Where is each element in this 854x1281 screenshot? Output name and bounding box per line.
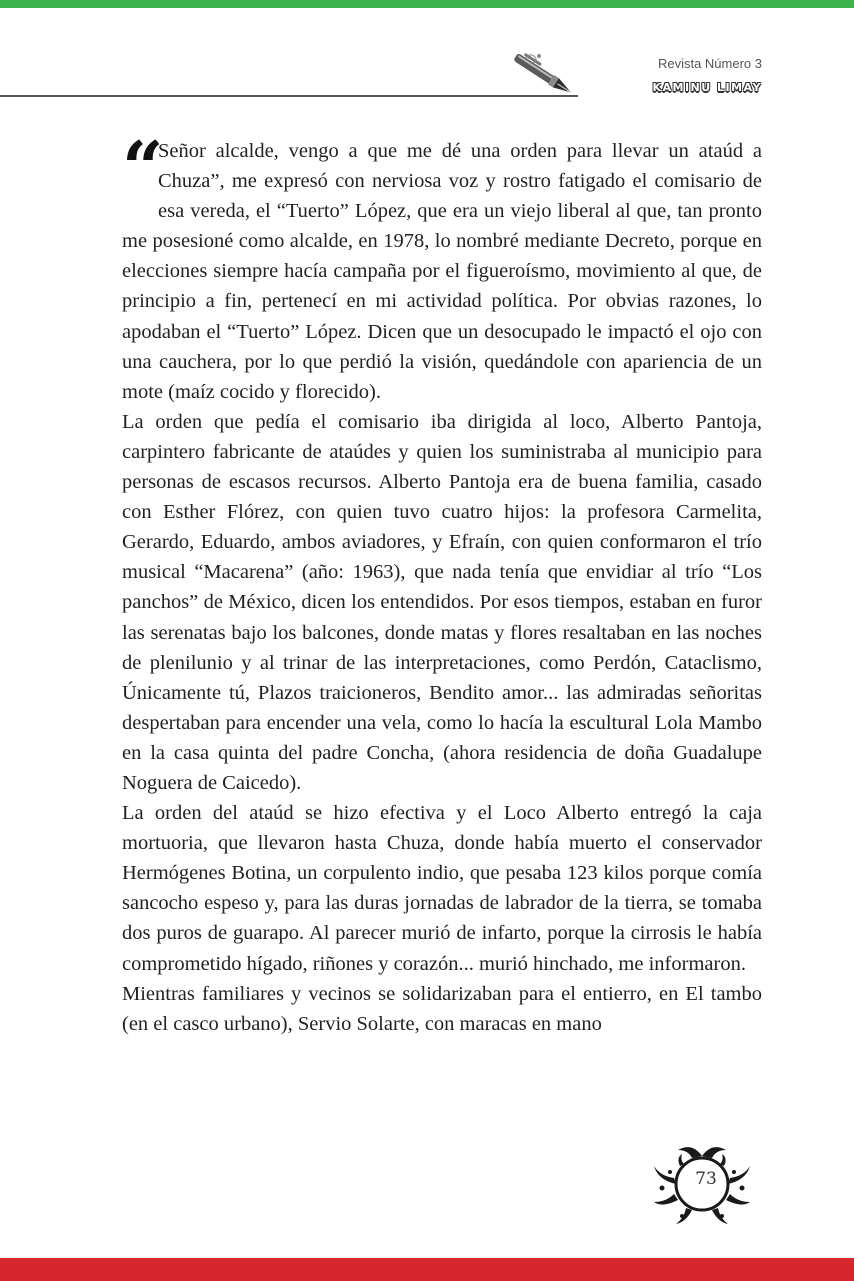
article-paragraph [122,125,762,407]
article-paragraph: La orden que pedía el comisario iba dirigida al loco, Alberto Pantoja, carpintero fabricante de ataúdes y quien los suministraba al municipio para personas de escasos recursos. Alberto Pantoja era de buena familia, casado con Esther Flórez, con quien tuvo cuatro hijos: la profesora Carmelita, Gerardo, Eduardo, ambos aviadores, y Efraín, con quien conformaron el trío musical “Macarena” (año: 1963), que nada tenía que envidiar al trío “Los panchos” de México, dicen los entendidos. Por esos tiempos, estaban en furor las serenatas bajo los balcones, donde matas y flores resaltaban en las noches de plenilunio y al trinar de las interpretaciones, como Perdón, Cataclismo, Únicamente tú, Plazos traicioneros, Bendito amor... las admiradas señoritas despertaban para encender una vela, como lo hacía la escultural Lola Mambo en la casa quinta del padre Concha, (ahora residencia de doña Guadalupe Noguera de Caicedo). [122,410,762,794]
magazine-title: Revista Número 3 [657,56,762,71]
fountain-pen-icon [506,50,580,100]
article-paragraph: La orden del ataúd se hizo efectiva y el Loco Alberto entregó la caja mortuoria, que llevaron hasta Chuza, donde había muerto el conservador Hermógenes Botina, un corpulento indio, que pesaba 123 kilos porque comía sancocho espeso y, para las duras jornadas de labrador de la tierra, se tomaba dos puros de guarapo. Al parecer murió de infarto, porque la cirrosis le había comprometido hígado, riñones y corazón... murió hinchado, me informaron. [122,802,762,975]
magazine-brand-logo: KAMINU LIMAY [652,81,762,94]
paragraph-text: Señor alcalde, vengo a que me dé una orden para llevar un ataúd a Chuza”, me expresó con nerviosa voz y rostro fatigado el comisario de esa vereda, el “Tuerto” López, que era un viejo liberal al que, tan pronto me posesioné como alcalde, en 1978, lo nombré mediante Decreto, porque en elecciones siempre hacía campaña por el figueroísmo, movimiento al que, de principio a fin, pertenecí en mi actividad política. Por obvias razones, lo apodaban el “Tuerto” López. Dicen que un desocupado le impactó el ojo con una cauchera, por lo que perdió la visión, quedándole con apariencia de un mote (maíz cocido y florecido). [122,140,762,403]
article-body [122,125,762,1039]
top-color-bar [0,0,854,8]
dropcap-quote: “ [122,125,164,210]
bottom-color-bar [0,1258,854,1281]
page-number: 73 [695,1169,717,1189]
header-rule [0,95,578,97]
dropcap-indent [122,190,158,220]
article-paragraph: Mientras familiares y vecinos se solidarizaban para el entierro, en El tambo (en el casco urbano), Servio Solarte, con maracas en mano [122,982,762,1035]
